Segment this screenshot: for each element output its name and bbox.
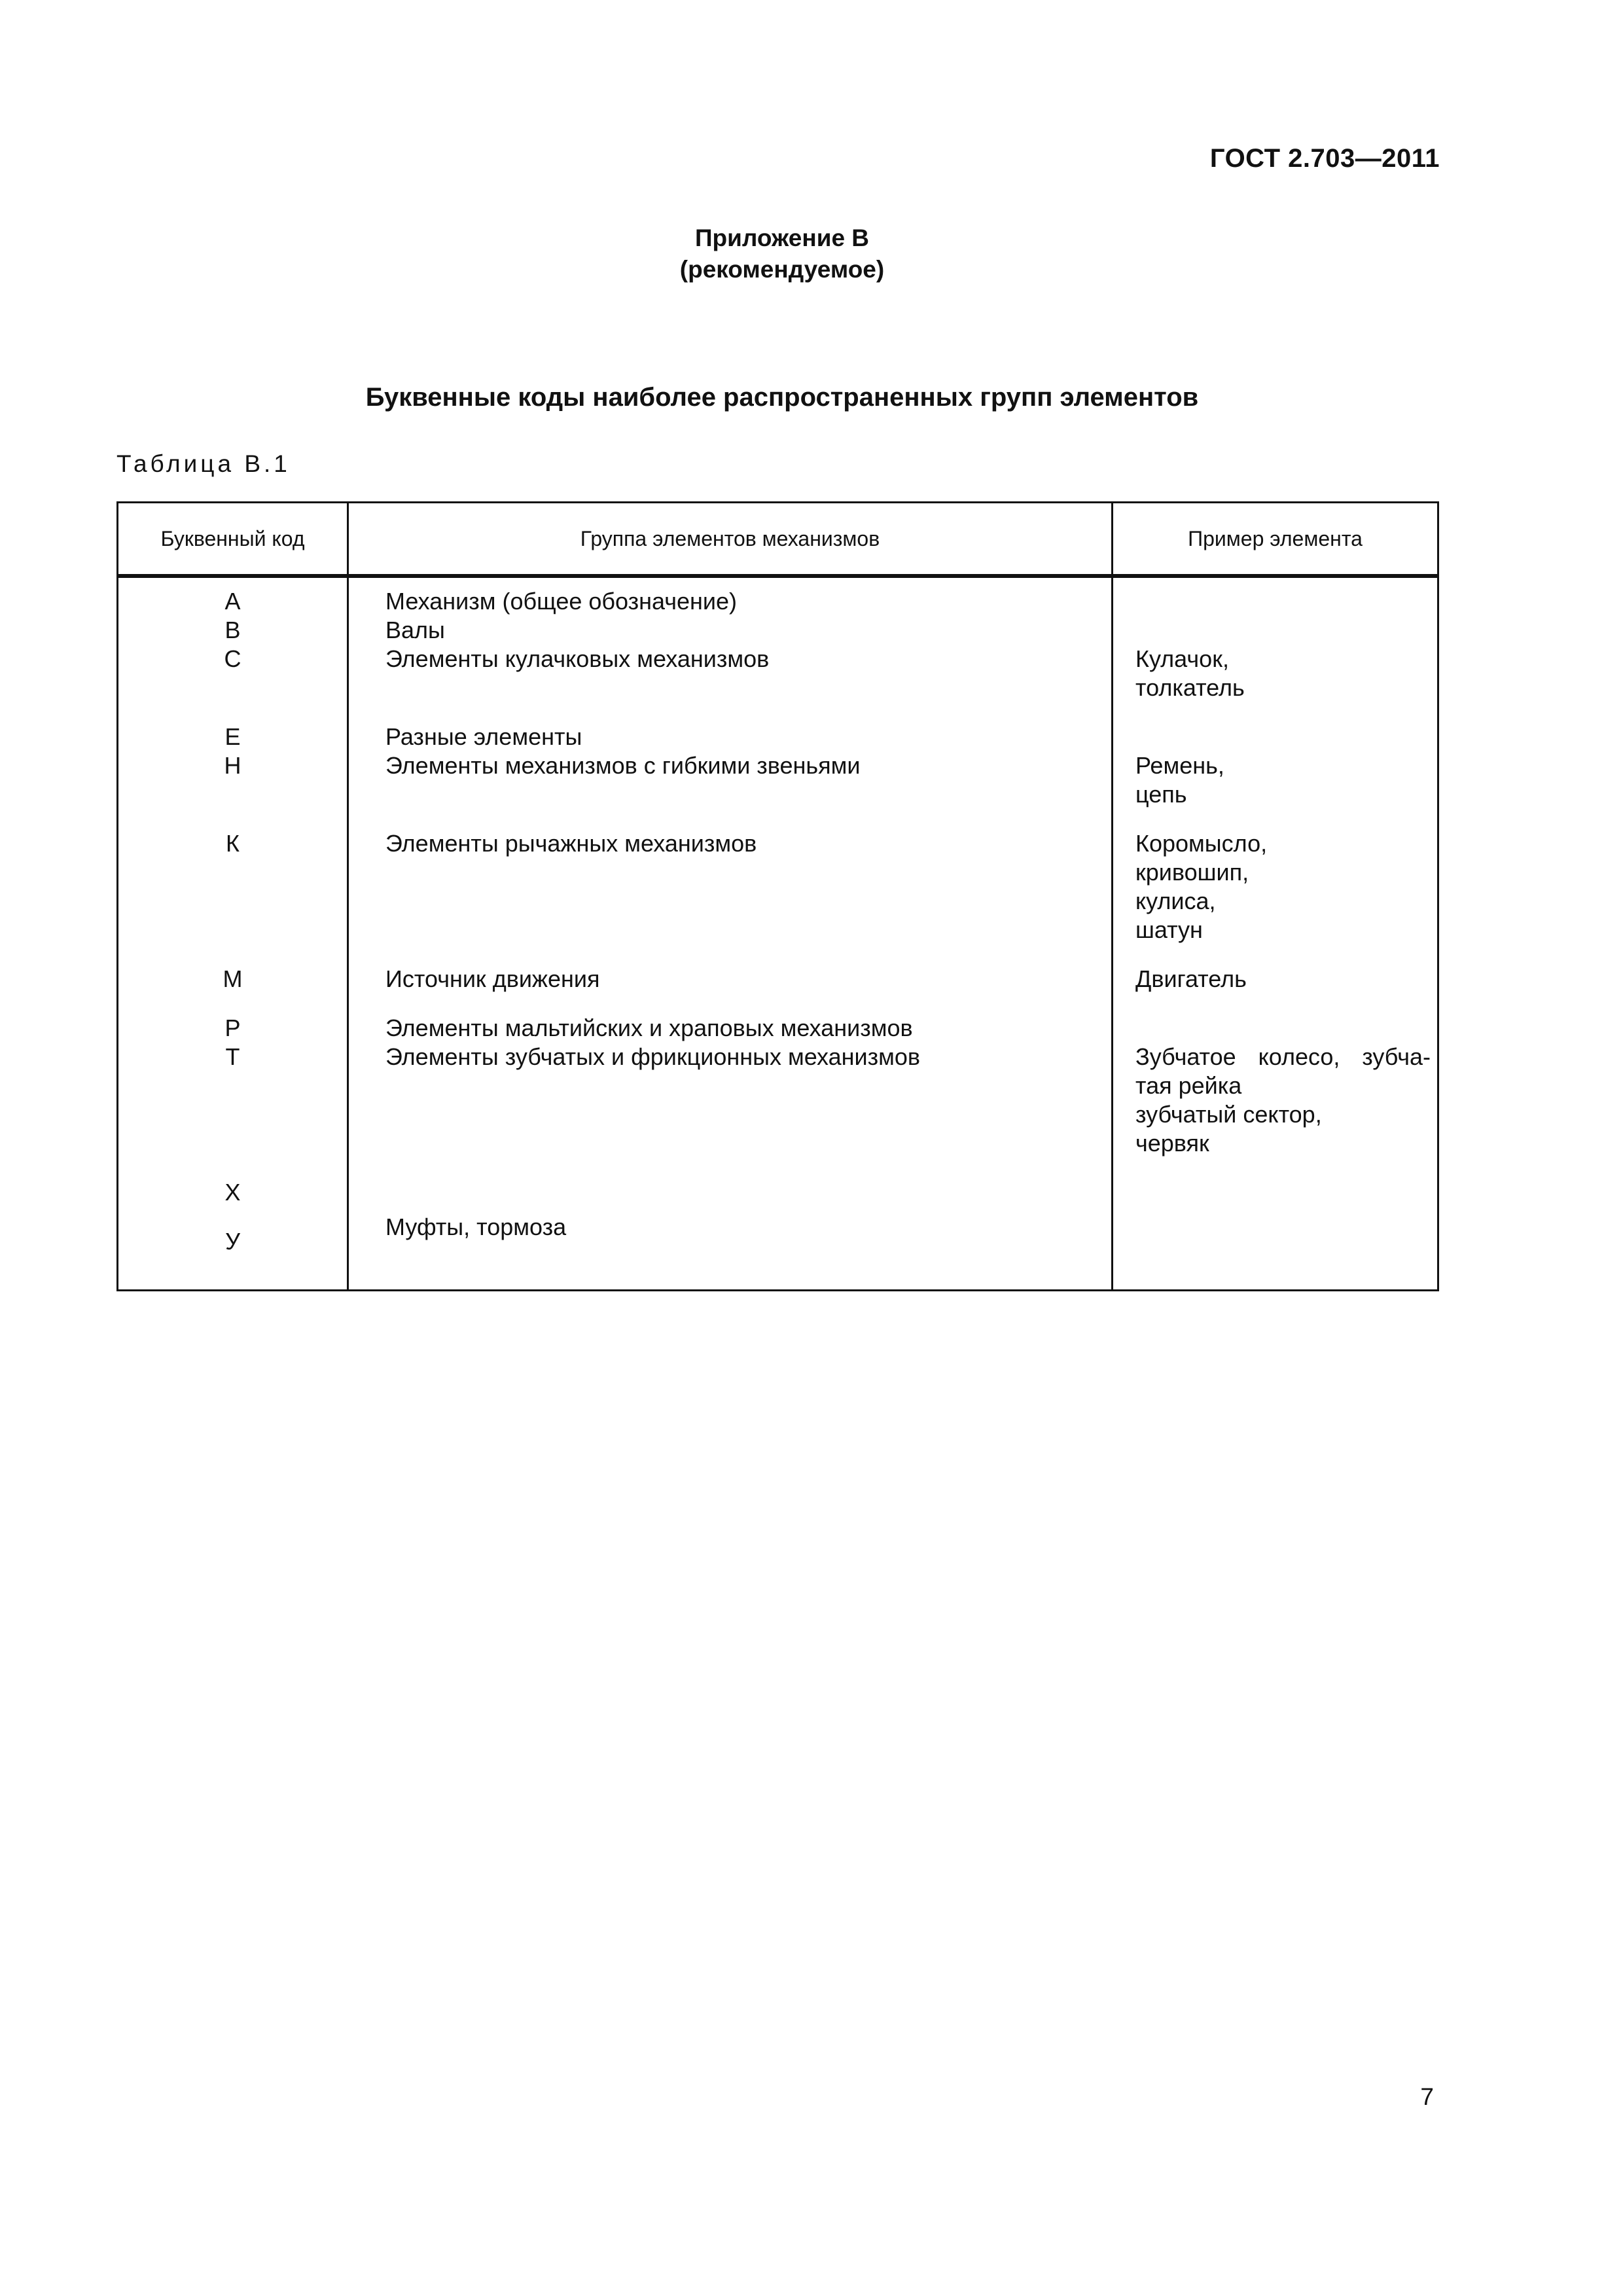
table-row <box>118 1014 1438 1043</box>
element-example-cell <box>1113 751 1438 829</box>
letter-code-cell: Т <box>118 1043 348 1178</box>
letter-code-cell: М <box>118 965 348 1014</box>
appendix-heading <box>0 223 1564 285</box>
letter-code-cell: Р <box>118 1014 348 1043</box>
element-example-cell <box>1113 1178 1438 1291</box>
example-line: шатун <box>1135 916 1203 943</box>
document-title: Буквенные коды наиболее распространенных групп элементов <box>365 383 1199 412</box>
element-example-cell <box>1113 965 1438 1014</box>
element-example-cell <box>1113 576 1438 616</box>
example-line: Кулачок, <box>1135 645 1229 672</box>
table-row <box>118 645 1438 723</box>
example-line: Зубчатое колесо, зубча- <box>1135 1043 1431 1070</box>
element-group-cell: Элементы механизмов с гибкими звеньями <box>348 751 1113 829</box>
appendix-status: (рекомендуемое) <box>679 256 885 283</box>
element-group-cell: Элементы кулачковых механизмов <box>348 645 1113 723</box>
element-group-cell: Валы <box>348 616 1113 645</box>
letter-code: Х <box>224 1179 241 1206</box>
table-row <box>118 829 1438 965</box>
table-header-row <box>118 503 1438 577</box>
example-line: зубчатый сектор, <box>1135 1101 1322 1128</box>
document-code: ГОСТ 2.703—2011 <box>1209 144 1440 173</box>
page-number: 7 <box>1420 2083 1434 2110</box>
example-line: Ремень, <box>1135 752 1224 779</box>
table-caption: Таблица В.1 <box>116 450 291 477</box>
header-element-example: Пример элемента <box>1113 503 1438 577</box>
table-row <box>118 965 1438 1014</box>
letter-codes-table <box>116 501 1439 1291</box>
table-row <box>118 1043 1438 1178</box>
example-line: Двигатель <box>1135 965 1247 992</box>
element-example-cell <box>1113 1014 1438 1043</box>
appendix-title: Приложение В <box>694 224 870 251</box>
letter-code-cell: С <box>118 645 348 723</box>
header-letter-code: Буквенный код <box>118 503 348 577</box>
element-group-cell: Элементы рычажных механизмов <box>348 829 1113 965</box>
table-row <box>118 576 1438 616</box>
example-line: цепь <box>1135 781 1187 808</box>
letter-code-cell: Е <box>118 723 348 751</box>
element-example-cell <box>1113 1043 1438 1178</box>
example-line: червяк <box>1135 1130 1209 1157</box>
element-group-cell: Разные элементы <box>348 723 1113 751</box>
table-row-merged <box>118 1178 1438 1291</box>
example-line: тая рейка <box>1135 1072 1242 1099</box>
element-example-cell <box>1113 829 1438 965</box>
element-example-cell <box>1113 645 1438 723</box>
letter-code: У <box>225 1228 240 1255</box>
example-line: кривошип, <box>1135 859 1249 886</box>
element-group-cell: Элементы зубчатых и фрикционных механизмов <box>348 1043 1113 1178</box>
element-example-cell <box>1113 616 1438 645</box>
example-line: толкатель <box>1135 674 1245 701</box>
example-line: кулиса, <box>1135 888 1216 914</box>
letter-code-cell <box>118 1178 348 1291</box>
element-group-cell: Источник движения <box>348 965 1113 1014</box>
element-group-cell: Муфты, тормоза <box>348 1178 1113 1291</box>
letter-code-cell: Н <box>118 751 348 829</box>
header-element-group: Группа элементов механизмов <box>348 503 1113 577</box>
element-group-cell: Элементы мальтийских и храповых механизмов <box>348 1014 1113 1043</box>
table-row <box>118 616 1438 645</box>
example-line: Коромысло, <box>1135 830 1268 857</box>
letter-code-cell: В <box>118 616 348 645</box>
table-body <box>118 576 1438 1291</box>
table-row <box>118 723 1438 751</box>
letter-code-cell: К <box>118 829 348 965</box>
element-group-cell: Механизм (общее обозначение) <box>348 576 1113 616</box>
element-example-cell <box>1113 723 1438 751</box>
letter-code-cell: А <box>118 576 348 616</box>
table-row <box>118 751 1438 829</box>
